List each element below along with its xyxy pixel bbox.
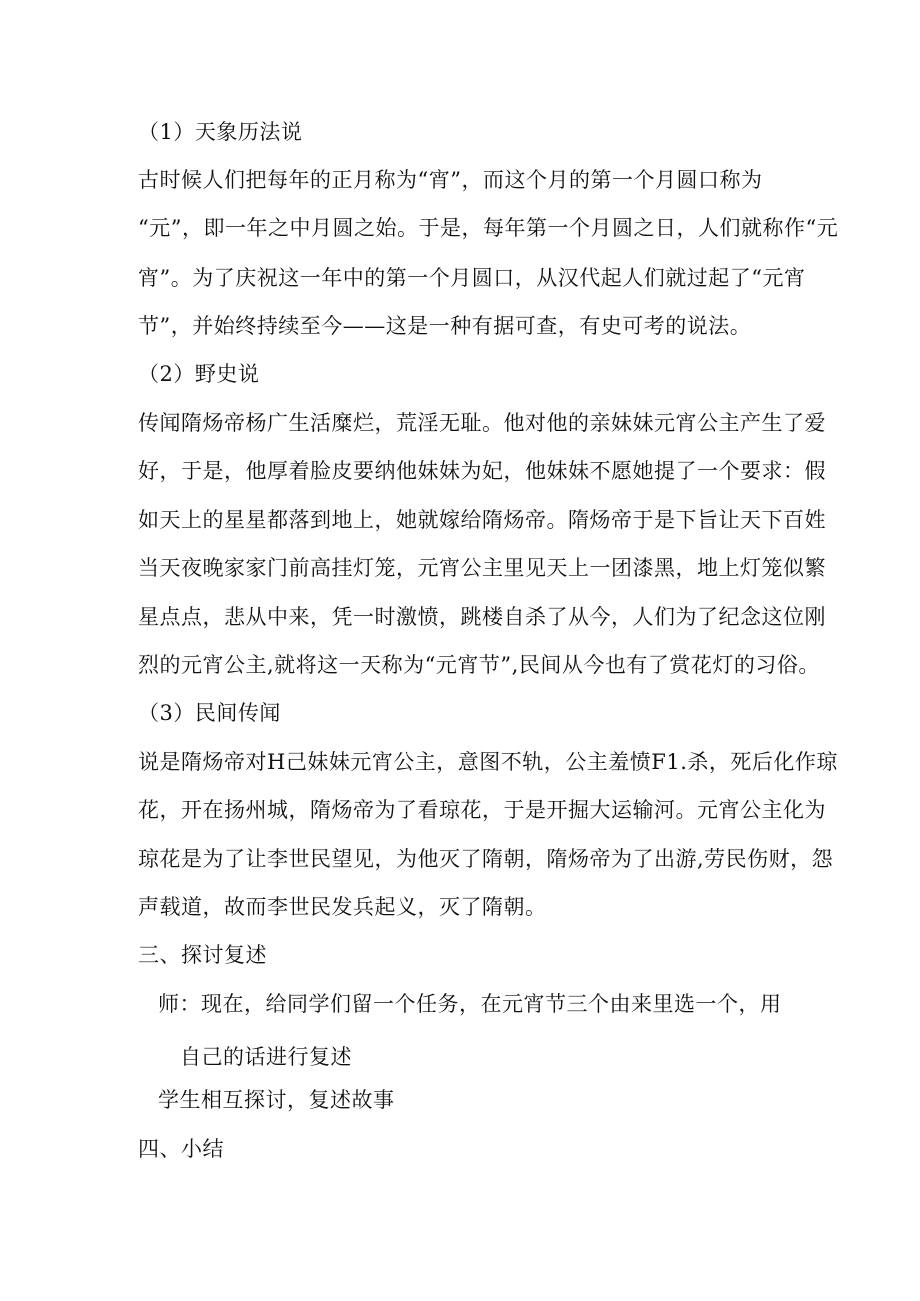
- paragraph-line: 声载道，故而李世民发兵起义，灭了隋朝。: [138, 895, 547, 919]
- paragraph-line: 传闻隋炀帝杨广生活糜烂，荒淫无耻。他对他的亲妹妹元宵公主产生了爱: [138, 411, 826, 435]
- paragraph-line: 当天夜晚家家门前高挂灯笼，元宵公主里见天上一团漆黑，地上灯笼似繁: [138, 556, 826, 580]
- section-heading-1: （1）天象历法说: [138, 120, 303, 144]
- paragraph-line: 宵”。为了庆祝这一年中的第一个月圆口，从汉代起人们就过起了“元宵: [138, 266, 806, 290]
- section-heading-3: （3）民间传闻: [138, 701, 281, 725]
- student-activity-line: 学生相互探讨，复述故事: [158, 1088, 395, 1112]
- paragraph-line: 说是隋炀帝对H己妹妹元宵公主，意图不轨，公主羞愤F1.杀，死后化作琼: [138, 750, 838, 774]
- paragraph-line: “元”，即一年之中月圆之始。于是，每年第一个月圆之日，人们就称作“元: [138, 216, 839, 240]
- part-three-heading: 三、探讨复述: [138, 943, 267, 967]
- paragraph-line: 花，开在扬州城，隋炀帝为了看琼花，于是开掘大运输河。元宵公主化为: [138, 798, 826, 822]
- paragraph-line: 节”，并始终持续至今——这是一种有据可查，有史可考的说法。: [138, 314, 752, 338]
- paragraph-line: 星点点，悲从中来，凭一时激愤，跳楼自杀了从今，人们为了纪念这位刚: [138, 605, 826, 629]
- teacher-instruction-line: 师：现在，给同学们留一个任务，在元宵节三个由来里选一个，用: [158, 992, 782, 1016]
- paragraph-line: 如天上的星星都落到地上，她就嫁给隋炀帝。隋炀帝于是下旨让天下百姓: [138, 508, 826, 532]
- section-heading-2: （2）野史说: [138, 362, 260, 386]
- paragraph-line: 琼花是为了让李世民望见，为他灭了隋朝，隋炀帝为了出游,劳民伤财，怨: [138, 847, 834, 871]
- paragraph-line: 古时候人们把每年的正月称为“宵”，而这个月的第一个月圆口称为: [138, 168, 763, 192]
- part-four-heading: 四、小结: [138, 1137, 224, 1161]
- paragraph-line: 烈的元宵公主,就将这一天称为“元宵节”,民间从今也有了赏花灯的习俗。: [138, 653, 820, 677]
- teacher-instruction-line: 自己的话进行复述: [180, 1045, 352, 1069]
- paragraph-line: 好，于是，他厚着脸皮要纳他妹妹为妃，他妹妹不愿她提了一个要求：假: [138, 459, 826, 483]
